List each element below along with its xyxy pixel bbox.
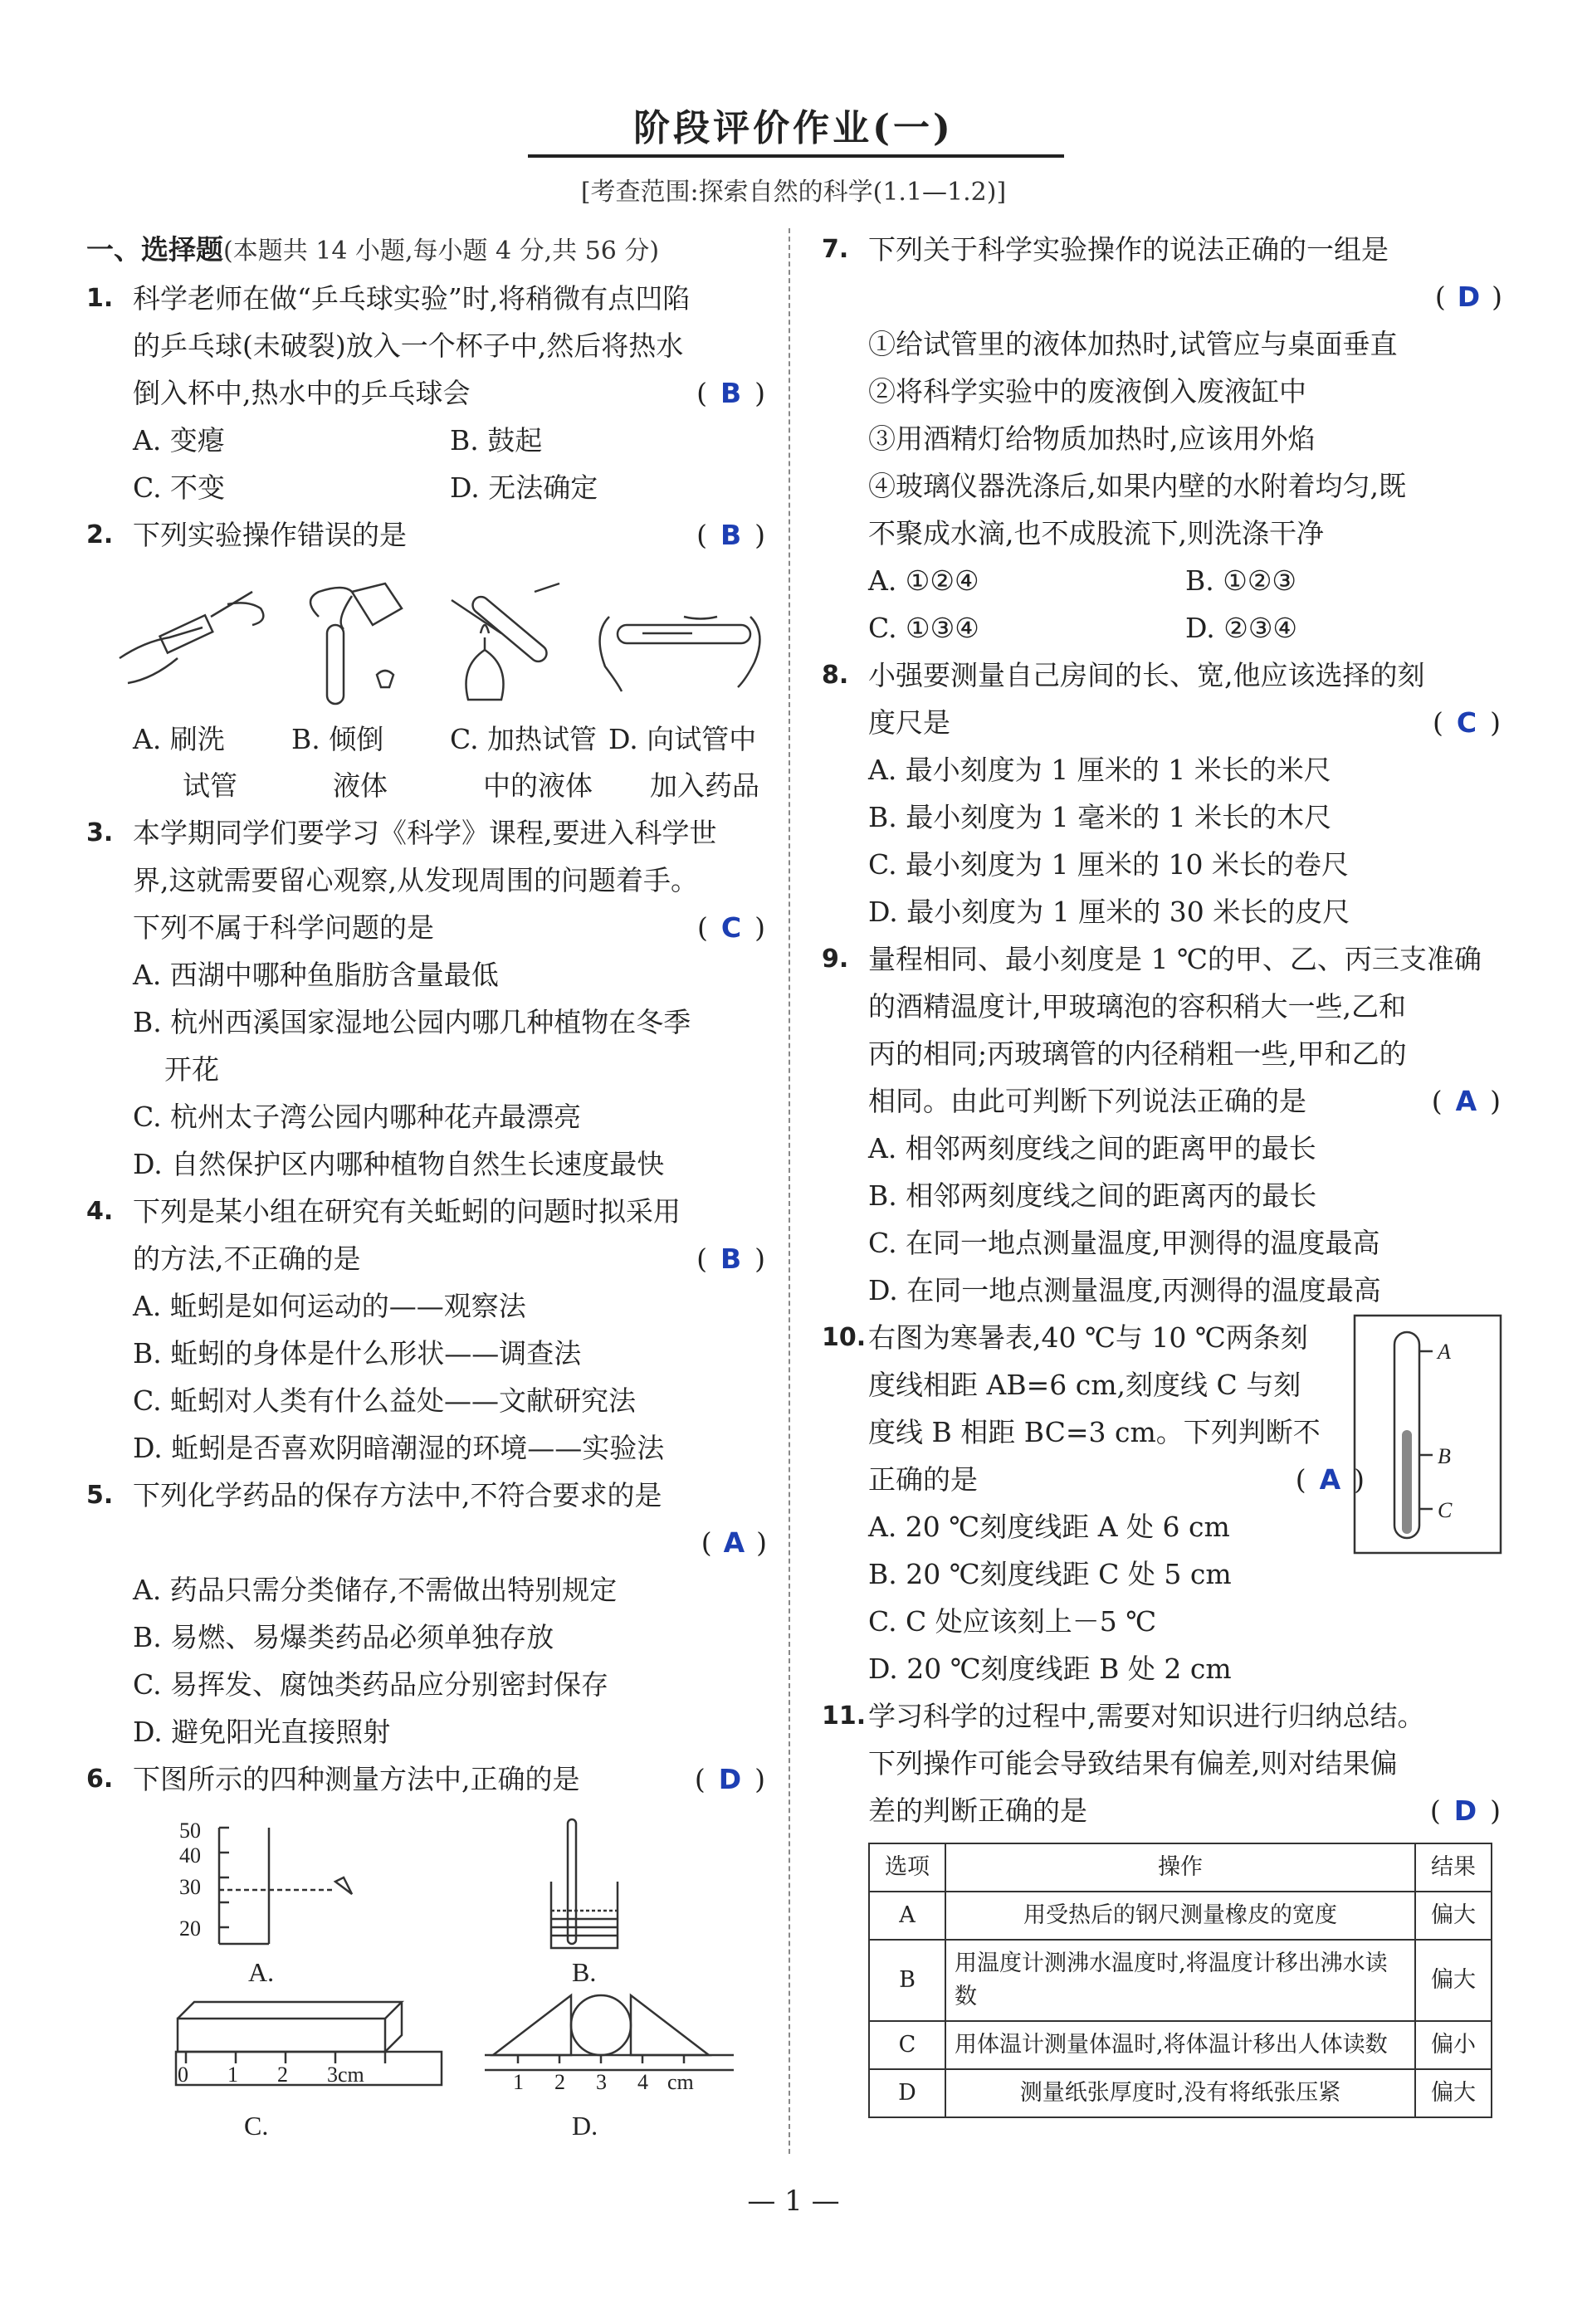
question-10-block [822, 1314, 1502, 1692]
option: B. ①②③ [1185, 564, 1296, 597]
stem-line: 度尺是 ( C ) [868, 699, 1502, 746]
section-note: (本题共 14 小题,每小题 4 分,共 56 分) [223, 237, 660, 266]
answer: C [1456, 706, 1479, 739]
stem-line: 下列操作可能会导致结果有偏差,则对结果偏 [868, 1747, 1398, 1780]
option: A. 药品只需分类储存,不需做出特别规定 [133, 1574, 618, 1606]
answer: D [1453, 1794, 1479, 1827]
question-number: 3. [86, 818, 114, 847]
answer-bracket: ( A ) [701, 1526, 767, 1559]
stem-line: 倒入杯中,热水中的乒乓球会 ( B ) [133, 369, 767, 417]
figure-label: A. [248, 1957, 275, 1987]
stem-line: 下列不属于科学问题的是 ( C ) [133, 904, 767, 951]
answer-bracket: ( A ) [1431, 1085, 1502, 1117]
figure-label: C. [244, 2111, 269, 2141]
option: B. 易燃、易爆类药品必须单独存放 [133, 1621, 554, 1653]
question-number: 11. [822, 1702, 867, 1731]
tick-label: 1 [227, 2063, 238, 2087]
stem-line: 小强要测量自己房间的长、宽,他应该选择的刻 [868, 659, 1425, 691]
option: B. 相邻两刻度线之间的距离丙的最长 [868, 1179, 1317, 1212]
option: A. ①②④ [868, 564, 979, 597]
option: A. 相邻两刻度线之间的距离甲的最长 [868, 1132, 1316, 1164]
header-cell: 操作 [945, 1843, 1415, 1892]
option: C. 蚯蚓对人类有什么益处——文献研究法 [133, 1384, 637, 1417]
answer-bracket: ( B ) [696, 1243, 767, 1275]
question-6 [86, 1755, 767, 1803]
options-row [822, 604, 1502, 652]
brush-tube-drawing [120, 592, 263, 683]
option: D. 无法确定 [450, 471, 598, 504]
add-reagent-drawing [600, 617, 760, 691]
answer-bracket: ( B ) [696, 519, 767, 551]
question-number: 4. [86, 1197, 114, 1226]
section-name: 一、选择题 [86, 233, 223, 266]
question-11 [822, 1692, 1502, 1834]
tick-label: 4 [637, 2070, 648, 2094]
answer-bracket: ( A ) [1295, 1463, 1366, 1496]
option: C. 在同一地点测量温度,甲测得的温度最高 [868, 1227, 1380, 1259]
stem-line: 本学期同学们要学习《科学》课程,要进入科学世 [133, 817, 717, 849]
stem-line: 正确的是 ( A ) [868, 1456, 1366, 1503]
left-column [86, 226, 767, 2151]
option: A. 变瘪 [133, 424, 225, 456]
question-number: 2. [86, 520, 114, 549]
mark-label: C [1438, 1498, 1453, 1522]
question-10 [822, 1314, 1366, 1503]
option: B. 杭州西溪国家湿地公园内哪几种植物在冬季 [133, 1006, 691, 1038]
stem-line: 下列化学药品的保存方法中,不符合要求的是 [133, 1479, 662, 1511]
tick-label: 50 [179, 1819, 201, 1843]
q11-table [868, 1843, 1492, 2118]
statement: ③用酒精灯给物质加热时,应该用外焰 [868, 422, 1316, 455]
figure-label: D. [572, 2111, 598, 2141]
option: D. 避免阳光直接照射 [133, 1716, 391, 1748]
statement: ①给试管里的液体加热时,试管应与桌面垂直 [868, 328, 1398, 360]
question-7 [822, 226, 1502, 557]
header-cell: 结果 [1415, 1843, 1492, 1892]
title-underline [528, 154, 1064, 158]
lab-operations-figure [103, 567, 767, 716]
statement: 不聚成水滴,也不成股流下,则洗涤干净 [868, 517, 1324, 549]
options-row [822, 557, 1502, 604]
answer-bracket: ( C ) [697, 911, 767, 944]
tick-label: 40 [179, 1843, 201, 1868]
question-number: 5. [86, 1481, 114, 1510]
caption-a: A. 刷洗 试管 [133, 723, 237, 802]
option: D. 20 ℃刻度线距 B 处 2 cm [868, 1653, 1232, 1685]
answer: A [723, 1526, 745, 1559]
stem-line: 的酒精温度计,甲玻璃泡的容积稍大一些,乙和 [868, 990, 1406, 1023]
stem-line: 度线相距 AB=6 cm,刻度线 C 与刻 [868, 1369, 1301, 1401]
question-number: 1. [86, 284, 114, 313]
q2-captions [86, 716, 767, 809]
option: C. 最小刻度为 1 厘米的 10 米长的卷尺 [868, 848, 1349, 881]
stem-line: 右图为寒暑表,40 ℃与 10 ℃两条刻 [868, 1321, 1308, 1354]
question-number: 8. [822, 661, 849, 690]
option: A. 西湖中哪种鱼脂肪含量最低 [133, 959, 499, 991]
table-row: A 用受热后的钢尺测量橡皮的宽度 偏大 [869, 1892, 1492, 1940]
question-number: 6. [86, 1765, 114, 1794]
question-5 [86, 1472, 767, 1566]
tick-label: 0 [178, 2063, 188, 2087]
stem-line: 量程相同、最小刻度是 1 ℃的甲、乙、丙三支准确 [868, 943, 1482, 975]
q2-illustrations [86, 559, 767, 716]
figure-label: B. [572, 1957, 597, 1987]
stem-line: 界,这就需要留心观察,从发现周围的问题着手。 [133, 864, 698, 896]
table-header [869, 1843, 1492, 1892]
option: D. ②③④ [1185, 612, 1298, 644]
option: B. 鼓起 [450, 424, 543, 456]
page-title: 阶段评价作业(一) [633, 107, 954, 149]
pour-liquid-drawing [310, 583, 402, 704]
options-row [86, 417, 767, 464]
question-4 [86, 1188, 767, 1282]
stem-line: 的乒乓球(未破裂)放入一个杯子中,然后将热水 [133, 330, 684, 362]
caption-d: D. 向试管中 加入药品 [608, 723, 759, 802]
option: B. 20 ℃刻度线距 C 处 5 cm [868, 1558, 1232, 1590]
exam-scope: [考查范围:探索自然的科学(1.1—1.2)] [580, 178, 1007, 207]
stem-line: 下列实验操作错误的是 ( B ) [133, 511, 767, 559]
option: D. 蚯蚓是否喜欢阴暗潮湿的环境——实验法 [133, 1432, 665, 1464]
question-2 [86, 511, 767, 559]
answer: B [720, 377, 744, 409]
stem-line: 下列关于科学实验操作的说法正确的一组是 [868, 233, 1389, 266]
question-number: 10. [822, 1323, 867, 1352]
answer-bracket: ( C ) [1433, 706, 1502, 739]
answer: D [718, 1763, 744, 1795]
block-ruler-drawing [176, 2002, 442, 2085]
tick-label: cm [667, 2070, 694, 2094]
stem-line: 下列是某小组在研究有关蚯蚓的问题时拟采用 [133, 1195, 681, 1228]
header-cell: 选项 [869, 1843, 945, 1892]
right-column [822, 226, 1502, 2118]
option: C. C 处应该刻上－5 ℃ [868, 1605, 1157, 1638]
tick-label: 2 [554, 2070, 565, 2094]
mark-label: A [1438, 1340, 1451, 1364]
q6-figures [86, 1803, 767, 2151]
option: A. 蚯蚓是如何运动的——观察法 [133, 1290, 526, 1322]
question-number: 7. [822, 235, 849, 264]
statement: ②将科学实验中的废液倒入废液缸中 [868, 375, 1306, 408]
tick-label: 2 [277, 2063, 288, 2087]
option: A. 最小刻度为 1 厘米的 1 米长的米尺 [868, 754, 1331, 786]
option: 开花 [164, 1053, 219, 1086]
stem-line: 的方法,不正确的是 ( B ) [133, 1235, 767, 1282]
stem-line: 下图所示的四种测量方法中,正确的是 ( D ) [133, 1755, 767, 1803]
stem-line: 丙的相同;丙玻璃管的内径稍粗一些,甲和乙的 [868, 1038, 1407, 1070]
option: C. 杭州太子湾公园内哪种花卉最漂亮 [133, 1101, 582, 1133]
measurement-figures [86, 1803, 767, 2151]
tick-label: 30 [179, 1875, 201, 1899]
statement: ④玻璃仪器洗涤后,如果内壁的水附着均匀,既 [868, 470, 1406, 502]
thermometer-figure [1353, 1314, 1502, 1555]
tick-label: 3 [596, 2070, 607, 2094]
answer-bracket: ( D ) [1434, 281, 1502, 313]
options-row [86, 464, 767, 511]
option: C. 易挥发、腐蚀类药品应分别密封保存 [133, 1668, 609, 1701]
question-9 [822, 935, 1502, 1125]
mark-label: B [1438, 1444, 1451, 1468]
beaker-drawing [551, 1819, 618, 1948]
stem-line: 学习科学的过程中,需要对知识进行归纳总结。 [868, 1700, 1425, 1732]
tick-label: 1 [513, 2070, 524, 2094]
answer: B [720, 519, 744, 551]
answer: C [720, 911, 744, 944]
triangles-ball-drawing [485, 1995, 734, 2070]
column-divider [789, 228, 790, 2154]
answer: A [1455, 1085, 1479, 1117]
caption-c: C. 加热试管 中的液体 [450, 723, 598, 802]
question-1 [86, 275, 767, 417]
table-row: D 测量纸张厚度时,没有将纸张压紧 偏大 [869, 2069, 1492, 2117]
tick-label: 20 [179, 1916, 201, 1941]
caption-b: B. 倾倒 液体 [291, 723, 388, 802]
option: B. 最小刻度为 1 毫米的 1 米长的木尺 [868, 801, 1332, 833]
stem-line: 相同。由此可判断下列说法正确的是 ( A ) [868, 1077, 1502, 1125]
cylinder-drawing [219, 1828, 352, 1944]
answer-bracket: ( D ) [1429, 1794, 1502, 1827]
answer-bracket: ( D ) [694, 1763, 767, 1795]
tick-label: 3cm [327, 2063, 364, 2087]
table-row: B 用温度计测沸水温度时,将温度计移出沸水读数 偏大 [869, 1940, 1492, 2021]
answer: A [1319, 1463, 1343, 1496]
question-number: 9. [822, 945, 849, 974]
option: C. 不变 [133, 471, 226, 504]
stem-line: 差的判断正确的是 ( D ) [868, 1787, 1502, 1834]
stem-line: 度线 B 相距 BC=3 cm。下列判断不 [868, 1416, 1321, 1448]
answer-bracket: ( B ) [696, 377, 767, 409]
page-number: — 1 — [747, 2185, 840, 2218]
option: D. 最小刻度为 1 厘米的 30 米长的皮尺 [868, 896, 1350, 928]
option: D. 自然保护区内哪种植物自然生长速度最快 [133, 1148, 665, 1180]
question-3 [86, 809, 767, 951]
option: A. 20 ℃刻度线距 A 处 6 cm [868, 1511, 1230, 1543]
option: D. 在同一地点测量温度,丙测得的温度最高 [868, 1274, 1381, 1306]
answer: B [720, 1243, 744, 1275]
heat-tube-drawing [452, 583, 559, 700]
stem-line: 科学老师在做“乒乓球实验”时,将稍微有点凹陷 [133, 282, 691, 315]
section-heading [86, 226, 767, 275]
question-8 [822, 652, 1502, 746]
option: C. ①③④ [868, 612, 979, 644]
table-row: C 用体温计测量体温时,将体温计移出人体读数 偏小 [869, 2021, 1492, 2069]
answer: D [1457, 281, 1481, 313]
option: B. 蚯蚓的身体是什么形状——调查法 [133, 1337, 582, 1370]
